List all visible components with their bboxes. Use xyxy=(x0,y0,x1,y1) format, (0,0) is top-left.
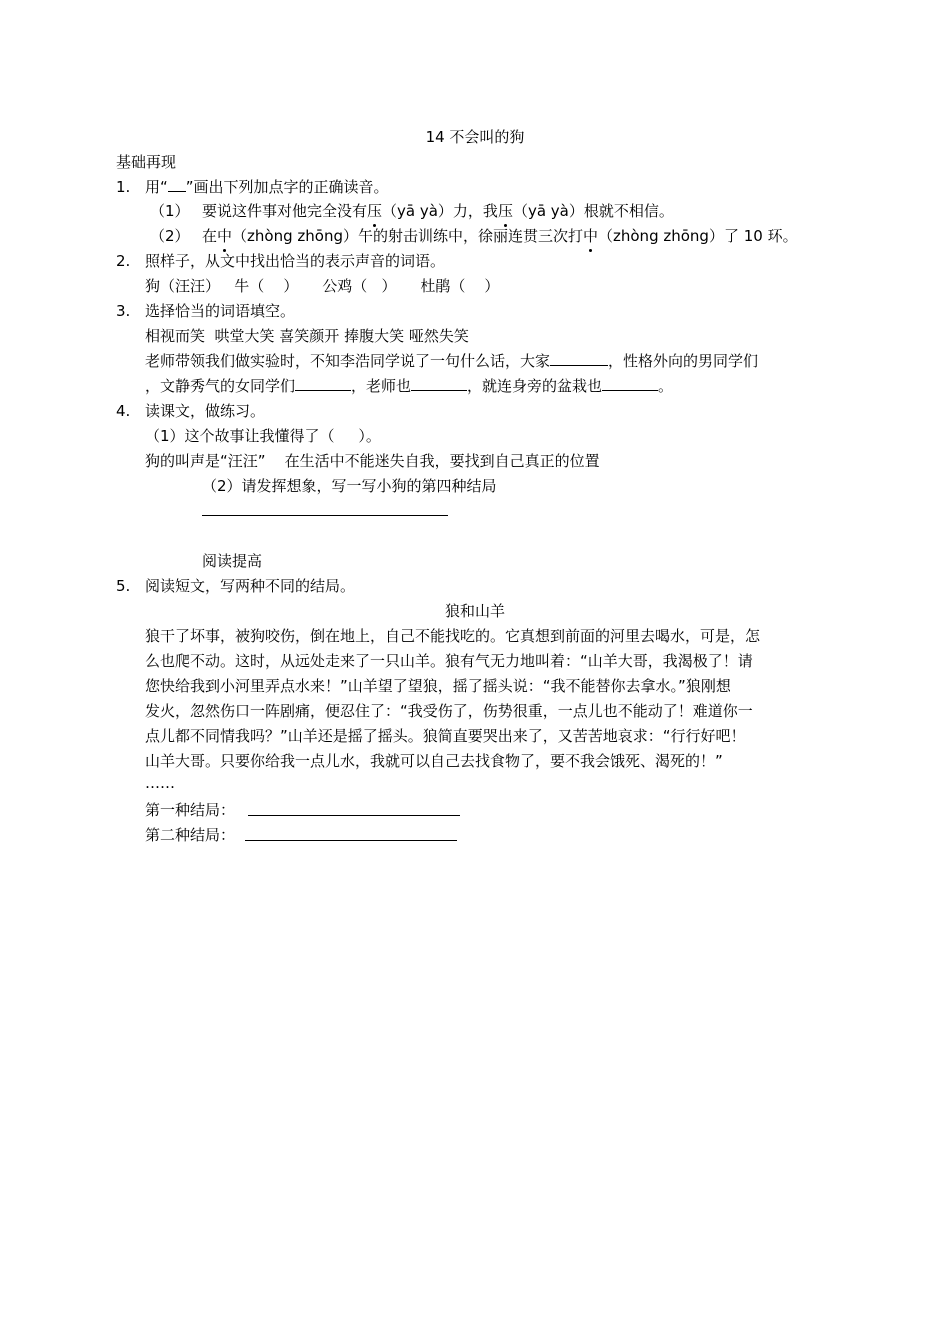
section-basic-heading: 基础再现 xyxy=(116,153,177,171)
story-line: 发火，忽然伤口一阵剧痛，便忍住了：“我受伤了，伤势很重，一点儿也不能动了！难道你一 xyxy=(145,702,753,720)
story-ellipsis: …… xyxy=(145,774,175,792)
ending-2-label: 第二种结局： xyxy=(145,826,236,844)
dotted-char: 中 xyxy=(217,227,233,245)
q1-sentence-2: 在中（zhòng zhōng）午的射击训练中，徐丽连贯三次打中（zhòng zhōng）了 10 环。 xyxy=(202,227,798,245)
q4-part-1: （1）这个故事让我懂得了（ ）。 xyxy=(145,427,381,445)
q1-prompt: 用“ ”画出下列加点字的正确读音。 xyxy=(145,178,389,196)
answer-blank[interactable] xyxy=(550,351,608,366)
story-line: 您快给我到小河里弄点水来！”山羊望了望狼，摇了摇头说：“我不能替你去拿水。”狼刚想 xyxy=(145,677,731,695)
story-line: 点儿都不同情我吗？”山羊还是摇了摇头。狼简直要哭出来了，又苦苦地哀求：“行行好吧！ xyxy=(145,727,746,745)
q1-sentence-1-number: （1） xyxy=(150,202,190,220)
q3-word-bank: 相视而笑 哄堂大笑 喜笑颜开 捧腹大笑 哑然失笑 xyxy=(145,327,469,345)
q2-number: 2. xyxy=(116,252,131,270)
story-line: 狼干了坏事，被狗咬伤，倒在地上，自己不能找吃的。它真想到前面的河里去喝水，可是，怎 xyxy=(145,627,761,645)
q1-sentence-2-number: （2） xyxy=(150,227,190,245)
q1-number: 1. xyxy=(116,178,131,196)
story-line: 么也爬不动。这时，从远处走来了一只山羊。狼有气无力地叫着：“山羊大哥，我渴极了！请 xyxy=(145,652,753,670)
q4-part-2: （2）请发挥想象，写一写小狗的第四种结局 xyxy=(202,477,497,495)
q5-number: 5. xyxy=(116,577,131,595)
answer-blank[interactable] xyxy=(411,376,467,391)
q2-example: 狗（汪汪） 牛（ ） 公鸡（ ） 杜鹃（ ） xyxy=(145,277,500,295)
ending-1-label: 第一种结局： xyxy=(145,801,236,819)
q3-prompt: 选择恰当的词语填空。 xyxy=(145,302,296,320)
q5-prompt: 阅读短文，写两种不同的结局。 xyxy=(145,577,356,595)
dotted-char: 压 xyxy=(497,202,513,220)
ending-1-answer-line[interactable] xyxy=(248,815,460,816)
q4-answer-line[interactable] xyxy=(202,515,448,516)
q4-prompt: 读课文，做练习。 xyxy=(145,402,266,420)
q3-passage-line-1: 老师带领我们做实验时，不知李浩同学说了一句什么话，大家 ，性格外向的男同学们 xyxy=(145,352,759,370)
answer-blank[interactable] xyxy=(602,376,658,391)
q2-prompt: 照样子，从文中找出恰当的表示声音的词语。 xyxy=(145,252,446,270)
q3-passage-line-2: ，文静秀气的女同学们 ，老师也 ，就连身旁的盆栽也 。 xyxy=(145,377,674,395)
underline-sample xyxy=(168,177,186,192)
story-line: 山羊大哥。只要你给我一点儿水，我就可以自己去找食物了，要不我会饿死、渴死的！” xyxy=(145,752,723,770)
dotted-char: 中 xyxy=(582,227,598,245)
q3-number: 3. xyxy=(116,302,131,320)
page-title: 14 不会叫的狗 xyxy=(425,128,525,146)
section-reading-heading: 阅读提高 xyxy=(202,552,263,570)
answer-blank[interactable] xyxy=(295,376,351,391)
ending-2-answer-line[interactable] xyxy=(245,840,457,841)
q4-number: 4. xyxy=(116,402,131,420)
story-title: 狼和山羊 xyxy=(444,602,505,620)
dotted-char: 压 xyxy=(367,202,383,220)
q1-sentence-1: 要说这件事对他完全没有压（yā yà）力，我压（yā yà）根就不相信。 xyxy=(202,202,674,220)
q4-part-1-options: 狗的叫声是“汪汪” 在生活中不能迷失自我，要找到自己真正的位置 xyxy=(145,452,600,470)
